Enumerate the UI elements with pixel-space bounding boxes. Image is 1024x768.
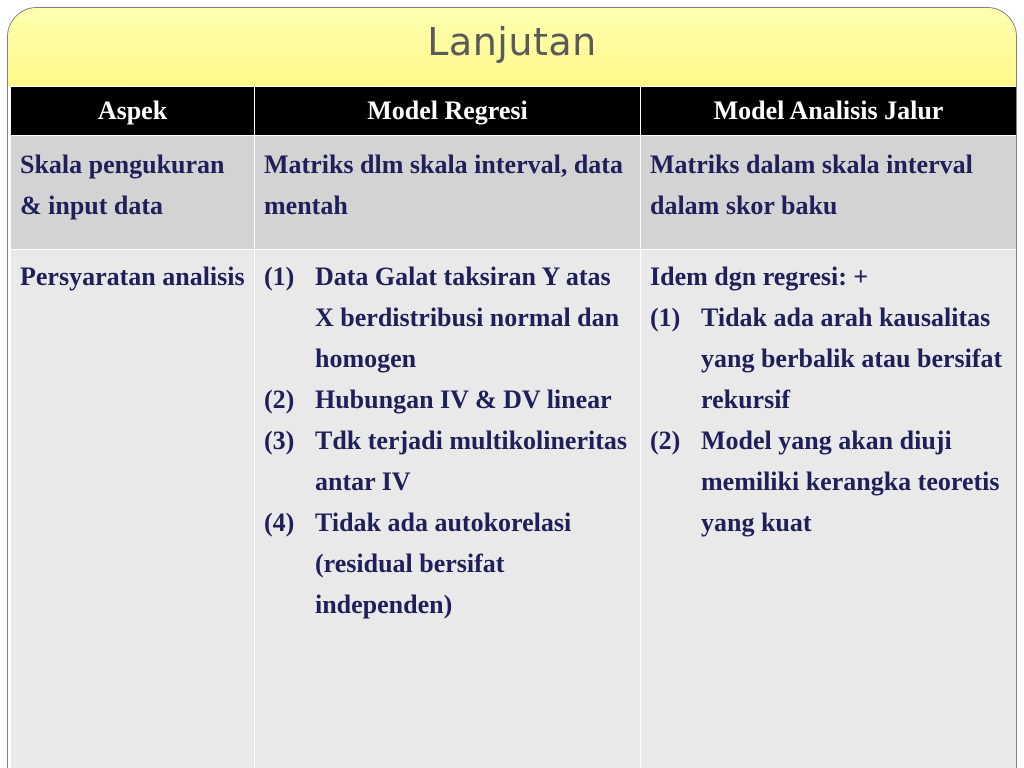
list-item [650,297,1007,420]
cell-path-analysis [641,250,1017,768]
item-number: (1) [650,303,681,332]
item-text: Tidak ada autokorelasi (residual bersifat independen) [315,508,572,619]
item-text: Tidak ada arah kausalitas yang berbalik atau bersifat rekursif [701,303,1003,414]
regression-text: Matriks dlm skala interval, data mentah [264,150,623,220]
regression-requirements-list [264,256,631,625]
item-text: Data Galat taksiran Y atas X berdistribusi normal dan homogen [315,262,620,373]
path-requirements-list [650,297,1007,543]
item-number: (2) [650,426,681,455]
item-text: Model yang akan diuji memiliki kerangka teoretis yang kuat [701,426,1000,537]
slide [7,7,1017,768]
table-row [11,136,1017,250]
cell-regression [255,136,641,250]
header-model-analisis-jalur: Model Analisis Jalur [641,87,1017,136]
item-number: (1) [264,262,295,291]
header-row [11,87,1017,136]
title-band [8,8,1016,86]
item-number: (4) [264,508,295,537]
list-item [264,379,631,420]
item-number: (2) [264,385,295,414]
list-item [650,420,1007,543]
slide-title: Lanjutan [427,20,597,64]
list-item [264,420,631,502]
comparison-table [10,86,1017,768]
cell-aspect [11,136,255,250]
table-row [11,250,1017,768]
cell-regression [255,250,641,768]
path-intro-text: Idem dgn regresi: + [650,262,869,291]
item-number: (3) [264,426,295,455]
cell-aspect [11,250,255,768]
list-item [264,502,631,625]
aspect-text: Persyaratan analisis [20,262,245,291]
header-aspek: Aspek [11,87,255,136]
aspect-text: Skala pengukuran & input data [20,150,225,220]
path-analysis-text: Matriks dalam skala interval dalam skor baku [650,150,973,220]
cell-path-analysis [641,136,1017,250]
list-item [264,256,631,379]
header-model-regresi: Model Regresi [255,87,641,136]
item-text: Tdk terjadi multikolineritas antar IV [315,426,628,496]
item-text: Hubungan IV & DV linear [315,385,612,414]
